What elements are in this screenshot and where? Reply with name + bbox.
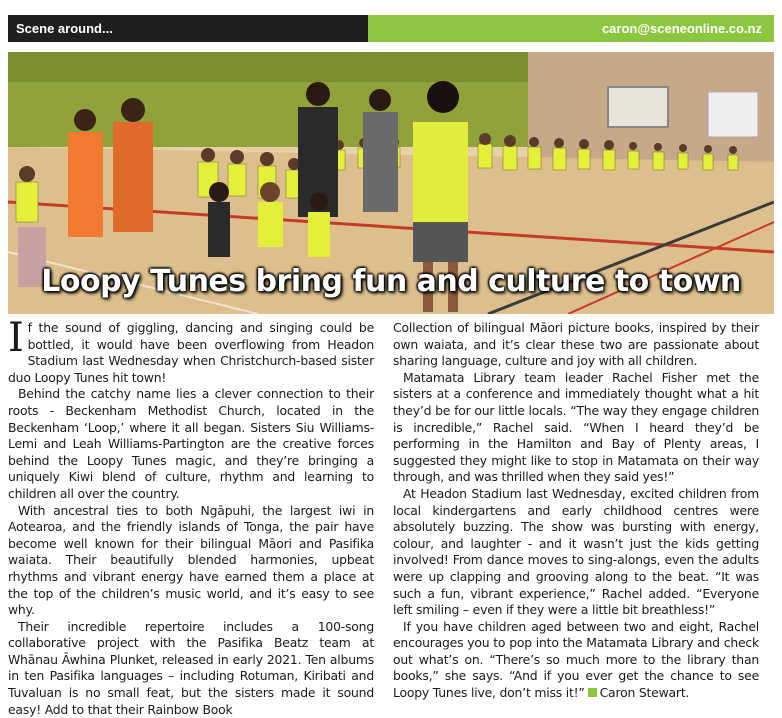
paragraph-1	[8, 315, 374, 386]
end-mark-icon	[588, 688, 597, 697]
paragraph-1-text: f the sound of giggling, dancing and singing could be bottled, it would have been overflowing from Headon Stadium last Wednesday when Christchurch-based sister duo Loopy Tunes hit town!	[8, 320, 374, 385]
paragraph-2: Behind the catchy name lies a clever connection to their roots - Beckenham Methodist Church, located in the Beckenham ‘Loop,’ where it all began. Sisters Siu Williams-Lemi and Leah Williams-Partington are the creative forces behind the Loopy Tunes magic, and they’re bringing a uniquely Kiwi blend of culture, rhythm and learning to children all over the country.	[8, 386, 374, 501]
column-right	[393, 320, 759, 702]
paragraph-5: Collection of bilingual Māori picture books, inspired by their own waiata, and it’s clear these two are passionate about sharing language, culture and joy with all children.	[393, 320, 759, 369]
article-headline: Loopy Tunes bring fun and culture to town	[41, 264, 741, 299]
contact-email[interactable]: caron@sceneonline.co.nz	[368, 15, 774, 42]
paragraph-8	[393, 619, 759, 702]
paragraph-8-text: If you have children aged between two and eight, Rachel encourages you to pop into the Matamata Library and check out what’s on. “There’s so much more to the library than books,” she says. “And if you ever get the chance to see Loopy Tunes live, don’t miss it!”	[393, 618, 759, 701]
article-body	[8, 315, 774, 717]
article-photo	[8, 52, 774, 314]
paragraph-4: Their incredible repertoire includes a 100-song collaborative project with the Pasifika Beatz team at Whānau Āwhina Plunket, released in early 2021. Ten albums in ten Pasifika languages – including Rotuman, Kiribati and Tuvaluan is no small feat, but the sisters made it sound easy! Add to that their Rainbow Book	[8, 618, 374, 717]
paragraph-7: At Headon Stadium last Wednesday, excited children from local kindergartens and early childhood centres were absolutely buzzing. The show was bursting with energy, colour, and laughter - and it wasn’t just the kids getting involved! From dance moves to sing-alongs, even the adults were up clapping and grooving along to the beat. “It was such a fun, vibrant experience,” Rachel added. “Everyone left smiling – even if they were a little bit breathless!”	[393, 485, 759, 618]
paragraph-6: Matamata Library team leader Rachel Fisher met the sisters at a conference and immediately thought what a hit they’d be for our little locals. “The way they engage children is incredible,” Rachel said. “When I heard they’d be performing in the Hamilton and Bay of Plenty areas, I suggested they might like to stop in Matamata on their way through, and was thrilled when they said yes!”	[393, 369, 759, 485]
drop-cap: I	[8, 315, 24, 361]
paragraph-3: With ancestral ties to both Ngāpuhi, the largest iwi in Aotearoa, and the friendly islands of Tonga, the pair have become well known for their bilingual Māori and Pasifika waiata. Their beautifully blended harmonies, upbeat rhythms and vibrant energy have earned them a place at the top of the children’s music world, and it’s easy to see why.	[8, 502, 374, 618]
section-label: Scene around...	[8, 15, 368, 42]
column-left	[8, 315, 374, 718]
byline: Caron Stewart.	[599, 685, 690, 701]
page-header	[8, 15, 774, 42]
